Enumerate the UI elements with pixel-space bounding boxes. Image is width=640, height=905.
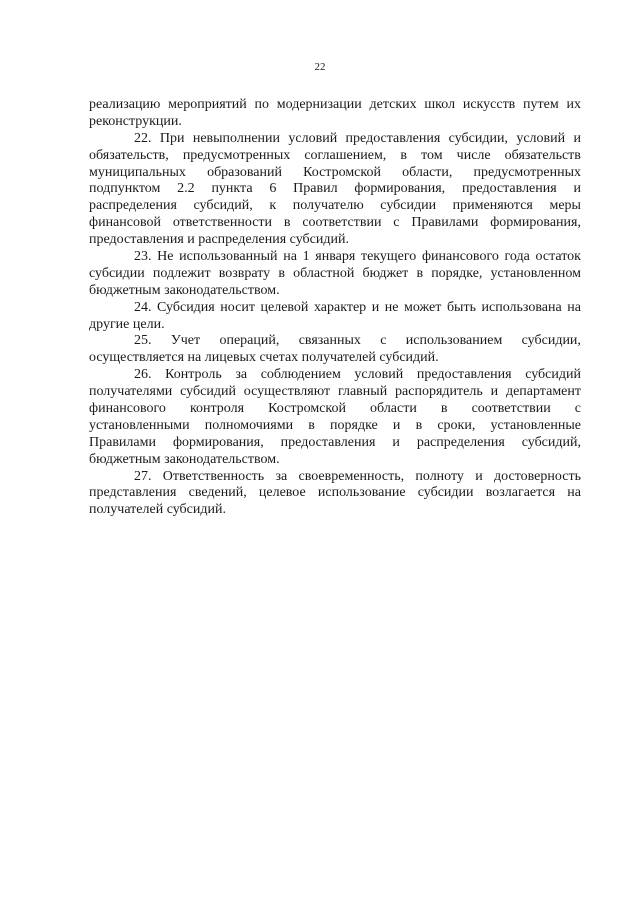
text-line: распределения субсидий, к получателю субсидии применяются меры	[89, 198, 581, 214]
text-line: финансовой ответственности в соответствии с Правилами формирования,	[89, 215, 581, 231]
text-line: осуществляется на лицевых счетах получателей субсидий.	[89, 350, 439, 366]
body-text	[89, 97, 581, 519]
text-line: реализацию мероприятий по модернизации детских школ искусств путем их	[89, 97, 581, 112]
text-line: бюджетным законодательством.	[89, 451, 280, 467]
text-line: 26. Контроль за соблюдением условий предоставления субсидий	[134, 367, 581, 383]
text-line: финансового контроля Костромской области в соответствии с	[89, 401, 581, 417]
text-line: 23. Не использованный на 1 января текущего финансового года остаток	[134, 249, 581, 265]
text-line: 25. Учет операций, связанных с использованием субсидии,	[134, 333, 581, 349]
text-line: представления сведений, целевое использование субсидии возлагается на	[89, 485, 581, 501]
text-line: получателями субсидий осуществляют главный распорядитель и департамент	[89, 384, 581, 400]
page-number: 22	[314, 61, 326, 73]
text-line: 22. При невыполнении условий предоставления субсидии, условий и	[134, 130, 581, 146]
text-line: Правилами формирования, предоставления и распределения субсидий,	[89, 434, 581, 450]
text-line: другие цели.	[89, 316, 165, 332]
text-line: предоставления и распределения субсидий.	[89, 232, 349, 248]
text-line: реконструкции.	[89, 113, 182, 129]
text-line: субсидии подлежит возврату в областной бюджет в порядке, установленном	[89, 265, 581, 281]
text-line: муниципальных образований Костромской области, предусмотренных	[89, 164, 581, 180]
text-line: обязательств, предусмотренных соглашением, в том числе обязательств	[89, 147, 581, 163]
text-line: установленными полномочиями в порядке и в сроки, установленные	[89, 417, 581, 433]
text-line: бюджетным законодательством.	[89, 282, 280, 298]
text-line: получателей субсидий.	[89, 502, 226, 518]
text-line: 27. Ответственность за своевременность, полноту и достоверность	[134, 468, 581, 484]
text-line: подпунктом 2.2 пункта 6 Правил формирования, предоставления и	[89, 181, 581, 197]
text-line: 24. Субсидия носит целевой характер и не может быть использована на	[134, 299, 581, 315]
